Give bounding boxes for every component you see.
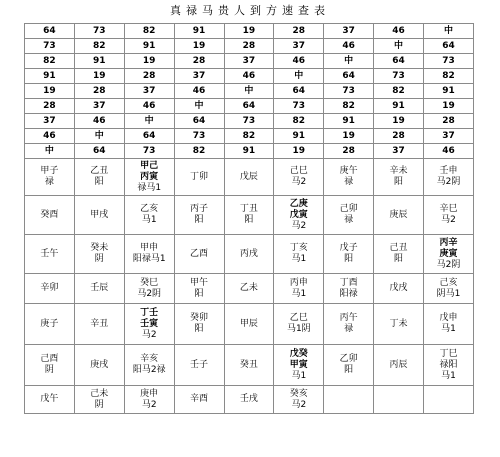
cell-line: 马1	[141, 215, 157, 225]
number-cell: 82	[424, 69, 474, 84]
cell-line: 马2阴	[436, 177, 461, 187]
number-row	[25, 129, 474, 144]
cell-line: 阴	[44, 365, 54, 375]
cell-line: 禄	[44, 177, 54, 187]
cell-line: 甲戌	[90, 209, 109, 220]
number-cell: 中	[224, 84, 274, 99]
cell-line: 阳	[344, 365, 354, 375]
number-cell: 19	[124, 54, 174, 69]
ganzhi-row	[25, 345, 474, 386]
number-cell: 28	[424, 114, 474, 129]
ganzhi-cell	[274, 196, 324, 235]
ganzhi-cell	[324, 235, 374, 274]
cell-line: 丁巳	[439, 348, 458, 359]
number-cell: 82	[324, 99, 374, 114]
ganzhi-cell	[74, 235, 124, 274]
number-cell: 中	[324, 54, 374, 69]
number-cell: 19	[25, 84, 75, 99]
ganzhi-cell	[224, 345, 274, 386]
ganzhi-cell	[124, 304, 174, 345]
cell-line: 壬午	[40, 248, 59, 259]
number-cell: 37	[174, 69, 224, 84]
number-row	[25, 99, 474, 114]
ganzhi-cell	[324, 386, 374, 414]
number-cell: 中	[374, 39, 424, 54]
number-cell: 46	[374, 24, 424, 39]
cell-line: 马2	[141, 329, 157, 340]
number-cell: 37	[374, 144, 424, 159]
ganzhi-cell	[25, 196, 75, 235]
number-cell: 82	[124, 24, 174, 39]
cell-line: 丁卯	[190, 171, 209, 182]
cell-line: 丙子	[190, 204, 209, 214]
cell-line: 己未	[90, 388, 109, 399]
cell-line: 戊戌	[389, 283, 408, 293]
cell-line: 阳	[394, 254, 404, 264]
ganzhi-cell	[224, 159, 274, 196]
ganzhi-cell	[124, 345, 174, 386]
number-cell: 37	[274, 39, 324, 54]
number-cell: 73	[25, 39, 75, 54]
cell-line: 癸亥	[289, 388, 308, 399]
cell-line: 阴	[94, 254, 104, 264]
number-row	[25, 69, 474, 84]
cell-line: 癸卯	[190, 313, 209, 323]
number-cell: 19	[174, 39, 224, 54]
number-cell: 91	[224, 144, 274, 159]
cell-line: 戊癸	[289, 348, 308, 359]
cell-line: 阴马1	[436, 288, 461, 299]
ganzhi-cell	[174, 159, 224, 196]
number-cell: 19	[74, 69, 124, 84]
ganzhi-cell	[424, 196, 474, 235]
cell-line: 癸巳	[140, 277, 159, 288]
number-cell: 28	[324, 144, 374, 159]
ganzhi-cell	[124, 274, 174, 304]
ganzhi-cell	[25, 304, 75, 345]
number-cell: 46	[424, 144, 474, 159]
number-cell: 91	[424, 84, 474, 99]
ganzhi-row	[25, 386, 474, 414]
page-title: 真禄马贵人到方速查表	[170, 4, 330, 17]
cell-line: 己亥	[439, 277, 458, 288]
number-cell: 91	[324, 114, 374, 129]
number-cell: 46	[25, 129, 75, 144]
cell-line: 乙巳	[289, 313, 308, 323]
number-cell: 64	[274, 84, 324, 99]
number-cell: 64	[224, 99, 274, 114]
cell-line: 阳	[194, 215, 204, 225]
ganzhi-cell	[274, 304, 324, 345]
cell-line: 癸酉	[40, 209, 59, 220]
cell-line: 戊申	[439, 313, 458, 323]
number-cell: 91	[274, 129, 324, 144]
number-cell: 91	[374, 99, 424, 114]
cell-line: 马2	[291, 177, 307, 187]
cell-line: 甲申	[140, 243, 159, 253]
cell-line: 癸丑	[239, 359, 258, 370]
cell-line: 阳	[244, 215, 254, 225]
cell-line: 阳	[194, 324, 204, 334]
cell-line: 辛卯	[40, 283, 59, 293]
ganzhi-cell	[25, 274, 75, 304]
number-cell: 37	[124, 84, 174, 99]
number-cell: 28	[374, 129, 424, 144]
ganzhi-cell	[25, 386, 75, 414]
cell-line: 庚辰	[389, 209, 408, 220]
number-row	[25, 39, 474, 54]
cell-line: 丙申	[289, 277, 308, 288]
number-cell: 46	[74, 114, 124, 129]
cell-line: 壬子	[190, 359, 209, 370]
ganzhi-cell	[224, 235, 274, 274]
cell-line: 庚午	[339, 166, 358, 176]
number-cell: 73	[224, 114, 274, 129]
cell-line: 马1	[441, 370, 456, 381]
number-row	[25, 84, 474, 99]
ganzhi-cell	[74, 196, 124, 235]
ganzhi-cell	[324, 345, 374, 386]
number-cell: 91	[174, 24, 224, 39]
cell-line: 辛酉	[190, 394, 209, 404]
ganzhi-cell	[424, 274, 474, 304]
number-cell: 28	[74, 84, 124, 99]
cell-line: 己丑	[389, 243, 408, 253]
cell-line: 辛巳	[439, 204, 458, 214]
ganzhi-cell	[174, 304, 224, 345]
number-cell: 82	[25, 54, 75, 69]
cell-line: 禄	[344, 215, 354, 225]
cell-line: 禄马1	[137, 182, 162, 193]
ganzhi-cell	[374, 235, 424, 274]
number-cell: 46	[224, 69, 274, 84]
number-row	[25, 54, 474, 69]
cell-line: 丙辛	[439, 237, 458, 248]
ganzhi-cell	[174, 235, 224, 274]
cell-line: 甲寅	[289, 359, 308, 370]
cell-line: 庚子	[40, 318, 59, 329]
cell-line: 乙丑	[90, 166, 109, 176]
number-cell: 19	[374, 114, 424, 129]
lookup-table	[24, 23, 474, 414]
number-cell: 73	[324, 84, 374, 99]
number-cell: 64	[324, 69, 374, 84]
cell-line: 壬戌	[239, 394, 258, 404]
number-cell: 73	[124, 144, 174, 159]
cell-line: 癸未	[90, 243, 109, 253]
number-cell: 64	[25, 24, 75, 39]
cell-line: 乙亥	[140, 204, 159, 214]
ganzhi-cell	[374, 196, 424, 235]
number-cell: 46	[124, 99, 174, 114]
cell-line: 丁未	[389, 318, 408, 329]
number-cell: 28	[124, 69, 174, 84]
cell-line: 庚戌	[90, 359, 109, 370]
number-cell: 37	[25, 114, 75, 129]
ganzhi-cell	[224, 386, 274, 414]
number-cell: 中	[124, 114, 174, 129]
cell-line: 阴	[94, 399, 104, 410]
number-cell: 73	[374, 69, 424, 84]
cell-line: 阳马2禄	[132, 365, 166, 375]
number-cell: 64	[74, 144, 124, 159]
ganzhi-cell	[74, 345, 124, 386]
table-body	[25, 24, 474, 414]
cell-line: 马2阴	[137, 288, 162, 299]
ganzhi-cell	[124, 386, 174, 414]
number-cell: 82	[74, 39, 124, 54]
cell-line: 乙未	[239, 283, 258, 293]
ganzhi-cell	[124, 196, 174, 235]
cell-line: 马1	[291, 254, 307, 264]
number-cell: 19	[224, 24, 274, 39]
cell-line: 辛丑	[90, 318, 109, 329]
number-cell: 19	[324, 129, 374, 144]
cell-line: 马2	[291, 399, 307, 410]
ganzhi-cell	[374, 274, 424, 304]
cell-line: 甲午	[190, 277, 209, 288]
number-cell: 91	[25, 69, 75, 84]
cell-line: 马2	[291, 220, 307, 231]
cell-line: 乙卯	[339, 354, 358, 364]
cell-line: 壬辰	[90, 283, 109, 293]
number-cell: 37	[324, 24, 374, 39]
ganzhi-cell	[374, 304, 424, 345]
ganzhi-cell	[74, 304, 124, 345]
cell-line: 戊辰	[239, 171, 258, 182]
cell-line: 马1	[441, 324, 456, 334]
cell-line: 丙午	[339, 313, 358, 323]
ganzhi-cell	[424, 386, 474, 414]
cell-line: 丙辰	[389, 359, 408, 370]
number-cell: 64	[424, 39, 474, 54]
number-cell: 46	[274, 54, 324, 69]
ganzhi-cell	[424, 235, 474, 274]
number-cell: 46	[174, 84, 224, 99]
ganzhi-cell	[274, 386, 324, 414]
cell-line: 阳	[194, 288, 204, 299]
cell-line: 壬寅	[140, 318, 159, 329]
ganzhi-cell	[324, 159, 374, 196]
cell-line: 马2	[441, 215, 456, 225]
number-cell: 37	[424, 129, 474, 144]
ganzhi-cell	[374, 345, 424, 386]
cell-line: 丁壬	[140, 307, 159, 318]
cell-line: 己酉	[40, 354, 59, 364]
cell-line: 阳禄马1	[132, 254, 166, 264]
ganzhi-cell	[124, 159, 174, 196]
cell-line: 丁亥	[289, 243, 308, 253]
cell-line: 马2阴	[436, 259, 461, 270]
cell-line: 马1	[291, 288, 307, 299]
number-cell: 91	[74, 54, 124, 69]
ganzhi-cell	[324, 274, 374, 304]
cell-line: 马1阴	[286, 324, 311, 334]
ganzhi-cell	[25, 159, 75, 196]
cell-line: 乙庚	[289, 198, 308, 209]
cell-line: 阳	[394, 177, 404, 187]
number-cell: 73	[174, 129, 224, 144]
number-cell: 73	[74, 24, 124, 39]
cell-line: 戊寅	[289, 209, 308, 220]
ganzhi-cell	[124, 235, 174, 274]
ganzhi-cell	[424, 345, 474, 386]
number-cell: 91	[124, 39, 174, 54]
cell-line: 禄	[344, 177, 354, 187]
number-row	[25, 24, 474, 39]
ganzhi-cell	[324, 196, 374, 235]
number-cell: 28	[174, 54, 224, 69]
number-cell: 19	[274, 144, 324, 159]
number-cell: 46	[324, 39, 374, 54]
cell-line: 阳	[94, 177, 104, 187]
cell-line: 庚申	[140, 388, 159, 399]
number-cell: 28	[25, 99, 75, 114]
ganzhi-row	[25, 274, 474, 304]
number-cell: 28	[224, 39, 274, 54]
number-row	[25, 114, 474, 129]
ganzhi-cell	[74, 386, 124, 414]
cell-line: 甲子	[40, 166, 59, 176]
cell-line: 庚寅	[439, 248, 458, 259]
ganzhi-row	[25, 304, 474, 345]
number-cell: 82	[274, 114, 324, 129]
number-cell: 64	[374, 54, 424, 69]
ganzhi-cell	[25, 345, 75, 386]
ganzhi-row	[25, 159, 474, 196]
number-cell: 中	[174, 99, 224, 114]
number-cell: 中	[274, 69, 324, 84]
ganzhi-cell	[224, 274, 274, 304]
ganzhi-cell	[374, 386, 424, 414]
cell-line: 马2	[141, 399, 157, 410]
number-cell: 82	[374, 84, 424, 99]
ganzhi-cell	[274, 235, 324, 274]
number-cell: 82	[224, 129, 274, 144]
ganzhi-cell	[374, 159, 424, 196]
cell-line: 丁丑	[239, 204, 258, 214]
number-cell: 73	[424, 54, 474, 69]
ganzhi-cell	[174, 386, 224, 414]
cell-line: 阳	[344, 254, 354, 264]
ganzhi-cell	[74, 274, 124, 304]
ganzhi-cell	[174, 196, 224, 235]
cell-line: 马1	[291, 370, 307, 381]
ganzhi-cell	[174, 274, 224, 304]
number-cell: 37	[74, 99, 124, 114]
cell-line: 甲辰	[239, 318, 258, 329]
cell-line: 丙寅	[140, 171, 159, 182]
cell-line: 辛亥	[140, 354, 159, 364]
cell-line: 丁酉	[339, 277, 358, 288]
ganzhi-cell	[274, 345, 324, 386]
ganzhi-row	[25, 235, 474, 274]
number-cell: 中	[74, 129, 124, 144]
cell-line: 丙戌	[239, 248, 258, 259]
number-cell: 19	[424, 99, 474, 114]
number-cell: 37	[224, 54, 274, 69]
cell-line: 己巳	[289, 166, 308, 176]
ganzhi-cell	[424, 159, 474, 196]
cell-line: 壬申	[439, 166, 458, 176]
number-row	[25, 144, 474, 159]
ganzhi-cell	[25, 235, 75, 274]
cell-line: 辛未	[389, 166, 408, 176]
cell-line: 乙酉	[190, 248, 209, 259]
ganzhi-cell	[224, 304, 274, 345]
ganzhi-cell	[324, 304, 374, 345]
ganzhi-cell	[424, 304, 474, 345]
number-cell: 中	[424, 24, 474, 39]
number-cell: 82	[174, 144, 224, 159]
number-cell: 64	[174, 114, 224, 129]
number-cell: 64	[124, 129, 174, 144]
ganzhi-cell	[174, 345, 224, 386]
ganzhi-cell	[74, 159, 124, 196]
number-cell: 28	[274, 24, 324, 39]
number-cell: 中	[25, 144, 75, 159]
cell-line: 戊午	[40, 394, 59, 404]
cell-line: 己卯	[339, 204, 358, 214]
cell-line: 禄阳	[439, 359, 458, 370]
cell-line: 禄	[344, 324, 354, 334]
cell-line: 戊子	[339, 243, 358, 253]
cell-line: 阳禄	[339, 288, 358, 299]
ganzhi-cell	[274, 274, 324, 304]
number-cell: 73	[274, 99, 324, 114]
ganzhi-row	[25, 196, 474, 235]
ganzhi-cell	[224, 196, 274, 235]
ganzhi-cell	[274, 159, 324, 196]
cell-line: 甲己	[140, 160, 159, 171]
